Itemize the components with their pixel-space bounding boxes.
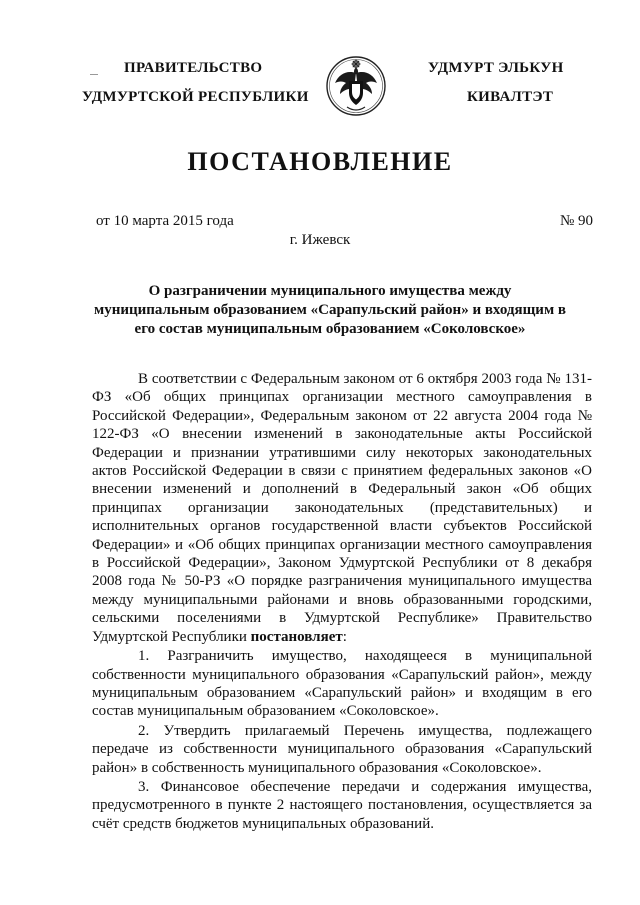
decree-word: постановляет xyxy=(250,628,343,645)
item-1-paragraph: 1. Разграничить имущество, находящееся в муниципальной собственности муниципального образования «Сарапульский район», между муниципальным образованием «Сарапульский район» и входящим в его состав муниципальным образованием «Соколовское». xyxy=(92,648,592,720)
header-left-line2: УДМУРТСКОЙ РЕСПУБЛИКИ xyxy=(82,89,309,105)
header-right-line1: УДМУРТ ЭЛЬКУН xyxy=(428,60,564,76)
decree-colon: : xyxy=(342,628,347,645)
item-2-paragraph: 2. Утвердить прилагаемый Перечень имущества, подлежащего передаче из собственности муниципального образования «Сарапульский район» в собственность муниципального образования «Соколовское». xyxy=(92,722,592,776)
scan-mark xyxy=(90,74,98,75)
coat-of-arms-icon xyxy=(325,53,387,119)
header-right-line2: КИВАЛТЭТ xyxy=(467,89,554,105)
document-heading: О разграничении муниципального имущества между муниципальным образованием «Сарапульский район» и входящим в его состав муниципальным образованием «Соколовское» xyxy=(93,283,567,337)
document-body xyxy=(92,370,592,833)
preamble-text: В соответствии с Федеральным законом от 6 октября 2003 года № 131-ФЗ «Об общих принципах организации местного самоуправления в Российской Федерации», Федеральным законом от 22 августа 2004 года № 122-ФЗ «О внесении изменений в законодательные акты Российской Федерации и признании утратившими силу некоторых законодательных актов Российской Федерации в связи с принятием федеральных законов «О внесении изменений и дополнений в Федеральный закон «Об общих принципах организации законодательных (представительных) и исполнительных органов государственной власти субъектов Российской Федерации» и «Об общих принципах организации местного самоуправления в Российской Федерации», Законом Удмуртской Республики от 8 декабря 2008 года № 50-РЗ «О порядке разграничения муниципального имущества между муниципальными районами и вновь образованными городскими, сельскими поселениями в Удмуртской Республике» Правительство Удмуртской Республики xyxy=(92,371,592,645)
document-number: № 90 xyxy=(560,213,594,229)
item-3-paragraph: 3. Финансовое обеспечение передачи и содержания имущества, предусмотренного в пункте 2 настоящего постановления, осуществляется за счёт средств бюджетов муниципальных образований. xyxy=(92,778,592,832)
document-date: от 10 марта 2015 года xyxy=(96,213,234,229)
preamble-paragraph xyxy=(92,370,592,646)
header-left-line1: ПРАВИТЕЛЬСТВО xyxy=(124,60,263,76)
document-title: ПОСТАНОВЛЕНИЕ xyxy=(187,147,453,176)
document-city: г. Ижевск xyxy=(289,232,351,248)
